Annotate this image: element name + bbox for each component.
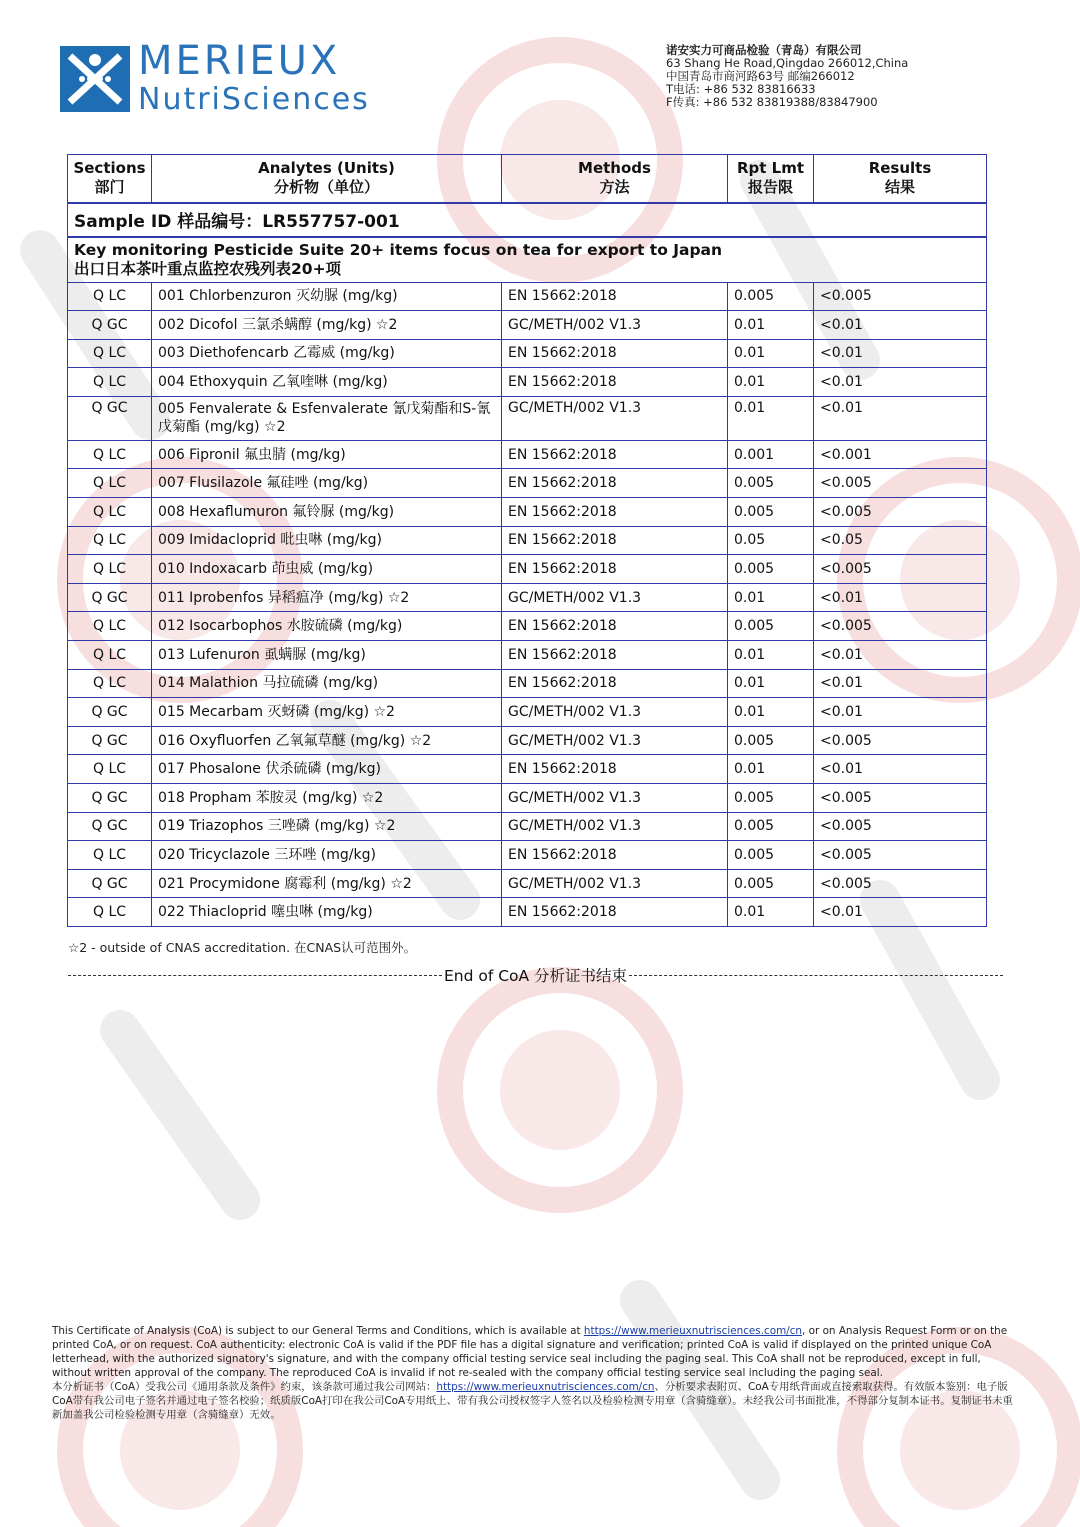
row-method: EN 15662:2018 xyxy=(502,641,728,670)
disclaimer-en-part1: This Certificate of Analysis (CoA) is subject to our General Terms and Conditions, which is available at xyxy=(52,1325,584,1337)
row-method: GC/METH/002 V1.3 xyxy=(502,726,728,755)
table-row xyxy=(68,898,987,927)
row-result: <0.01 xyxy=(814,339,987,368)
row-rpt-lmt: 0.05 xyxy=(728,526,814,555)
row-result: <0.005 xyxy=(814,469,987,498)
row-method: GC/METH/002 V1.3 xyxy=(502,698,728,727)
table-row xyxy=(68,641,987,670)
row-result: <0.005 xyxy=(814,282,987,311)
row-method: GC/METH/002 V1.3 xyxy=(502,311,728,340)
row-rpt-lmt: 0.005 xyxy=(728,469,814,498)
row-rpt-lmt: 0.005 xyxy=(728,612,814,641)
row-section: Q GC xyxy=(68,396,152,440)
results-table xyxy=(67,154,987,927)
row-result: <0.01 xyxy=(814,698,987,727)
row-analyte: 022 Thiacloprid 噻虫啉 (mg/kg) xyxy=(152,898,502,927)
row-section: Q GC xyxy=(68,583,152,612)
row-method: EN 15662:2018 xyxy=(502,339,728,368)
row-section: Q GC xyxy=(68,698,152,727)
row-result: <0.005 xyxy=(814,726,987,755)
row-method: EN 15662:2018 xyxy=(502,526,728,555)
row-section: Q LC xyxy=(68,440,152,469)
row-section: Q LC xyxy=(68,526,152,555)
table-row xyxy=(68,440,987,469)
row-analyte: 012 Isocarbophos 水胺硫磷 (mg/kg) xyxy=(152,612,502,641)
row-result: <0.01 xyxy=(814,755,987,784)
row-result: <0.05 xyxy=(814,526,987,555)
dash-right xyxy=(629,975,1003,976)
header-analytes-cn: 分析物（单位） xyxy=(273,178,379,197)
row-section: Q GC xyxy=(68,812,152,841)
row-rpt-lmt: 0.005 xyxy=(728,726,814,755)
row-rpt-lmt: 0.01 xyxy=(728,755,814,784)
row-rpt-lmt: 0.01 xyxy=(728,669,814,698)
row-analyte: 013 Lufenuron 虱螨脲 (mg/kg) xyxy=(152,641,502,670)
suite-title-row xyxy=(68,237,987,283)
row-result: <0.005 xyxy=(814,555,987,584)
row-rpt-lmt: 0.005 xyxy=(728,282,814,311)
table-row xyxy=(68,784,987,813)
company-address-block xyxy=(666,44,908,109)
row-result: <0.01 xyxy=(814,898,987,927)
row-result: <0.005 xyxy=(814,812,987,841)
table-row xyxy=(68,669,987,698)
terms-link-en[interactable]: https://www.merieuxnutrisciences.com/cn xyxy=(583,1325,803,1337)
header-results-en: Results xyxy=(868,159,932,178)
row-analyte: 008 Hexaflumuron 氟铃脲 (mg/kg) xyxy=(152,498,502,527)
row-result: <0.01 xyxy=(814,396,987,440)
table-row xyxy=(68,726,987,755)
row-rpt-lmt: 0.005 xyxy=(728,498,814,527)
row-analyte: 021 Procymidone 腐霉利 (mg/kg) ☆2 xyxy=(152,869,502,898)
sample-id: Sample ID 样品编号：LR557757-001 xyxy=(68,203,987,237)
row-analyte: 010 Indoxacarb 茚虫威 (mg/kg) xyxy=(152,555,502,584)
row-result: <0.01 xyxy=(814,669,987,698)
table-row xyxy=(68,583,987,612)
terms-link-cn[interactable]: https://www.merieuxnutrisciences.com/cn xyxy=(436,1381,655,1393)
logo-mark-icon xyxy=(60,46,130,112)
table-row xyxy=(68,869,987,898)
row-method: EN 15662:2018 xyxy=(502,368,728,397)
row-analyte: 005 Fenvalerate & Esfenvalerate 氰戊菊酯和S-氰戊菊酯 (mg/kg) ☆2 xyxy=(152,396,502,440)
header-rpt-lmt xyxy=(728,155,814,203)
cnas-note: ☆2 - outside of CNAS accreditation. 在CNAS认可范围外。 xyxy=(68,940,417,955)
row-section: Q LC xyxy=(68,368,152,397)
row-rpt-lmt: 0.01 xyxy=(728,698,814,727)
row-method: EN 15662:2018 xyxy=(502,498,728,527)
row-rpt-lmt: 0.005 xyxy=(728,555,814,584)
header-analytes-en: Analytes (Units) xyxy=(258,159,395,178)
table-row xyxy=(68,841,987,870)
header-methods-en: Methods xyxy=(578,159,651,178)
suite-title-en: Key monitoring Pesticide Suite 20+ items focus on tea for export to Japan xyxy=(74,240,723,259)
row-section: Q LC xyxy=(68,841,152,870)
row-rpt-lmt: 0.005 xyxy=(728,784,814,813)
row-rpt-lmt: 0.01 xyxy=(728,311,814,340)
row-rpt-lmt: 0.01 xyxy=(728,583,814,612)
row-section: Q GC xyxy=(68,726,152,755)
disclaimer-en xyxy=(52,1324,1014,1380)
table-row xyxy=(68,282,987,311)
row-method: EN 15662:2018 xyxy=(502,440,728,469)
row-rpt-lmt: 0.01 xyxy=(728,339,814,368)
row-analyte: 007 Flusilazole 氟硅唑 (mg/kg) xyxy=(152,469,502,498)
row-result: <0.01 xyxy=(814,368,987,397)
row-method: EN 15662:2018 xyxy=(502,898,728,927)
disclaimer xyxy=(52,1324,1014,1422)
row-section: Q GC xyxy=(68,311,152,340)
row-analyte: 002 Dicofol 三氯杀螨醇 (mg/kg) ☆2 xyxy=(152,311,502,340)
address-en: 63 Shang He Road,Qingdao 266012,China xyxy=(666,56,909,70)
row-method: EN 15662:2018 xyxy=(502,669,728,698)
row-section: Q LC xyxy=(68,498,152,527)
table-row xyxy=(68,396,987,440)
row-analyte: 019 Triazophos 三唑磷 (mg/kg) ☆2 xyxy=(152,812,502,841)
row-section: Q LC xyxy=(68,755,152,784)
logo-word-nutrisciences: NutriSciences xyxy=(138,82,370,117)
row-section: Q LC xyxy=(68,641,152,670)
row-method: GC/METH/002 V1.3 xyxy=(502,812,728,841)
row-section: Q LC xyxy=(68,282,152,311)
header-analytes xyxy=(152,155,502,203)
row-result: <0.01 xyxy=(814,583,987,612)
row-result: <0.001 xyxy=(814,440,987,469)
row-section: Q LC xyxy=(68,612,152,641)
sample-id-row xyxy=(68,203,987,237)
row-method: GC/METH/002 V1.3 xyxy=(502,784,728,813)
row-result: <0.005 xyxy=(814,612,987,641)
header-sections xyxy=(68,155,152,203)
disclaimer-cn-part2: 、分析要求表附页、CoA专用纸背面或直接索取获得。有效版本鉴别：电子版CoA带有我公司电子签名并通过电子签名校验；纸质版CoA打印在我公司CoA专用纸上、带有我公司授权签字人签名以及检验检测专用章（含骑缝章）。未经我公司书面批准，不得部分复制本证书。复制证书未重新加盖我公司检验检测专用章（含骑缝章）无效。 xyxy=(52,1381,1013,1421)
row-analyte: 020 Tricyclazole 三环唑 (mg/kg) xyxy=(152,841,502,870)
header-rpt-lmt-cn: 报告限 xyxy=(747,178,793,197)
row-method: EN 15662:2018 xyxy=(502,469,728,498)
row-method: GC/METH/002 V1.3 xyxy=(502,396,728,440)
table-row xyxy=(68,555,987,584)
row-analyte: 014 Malathion 马拉硫磷 (mg/kg) xyxy=(152,669,502,698)
row-rpt-lmt: 0.01 xyxy=(728,898,814,927)
row-method: GC/METH/002 V1.3 xyxy=(502,583,728,612)
disclaimer-cn xyxy=(52,1380,1014,1422)
disclaimer-en-part2: , or on Analysis Request Form or on the printed CoA, or on request. CoA authenticity: electronic CoA is valid if the PDF file has a digital signature and verification; printed CoA is valid if displayed on the printed unique CoA letterhead, with the authorized signatory's signature, and with the company official testing service seal including the paging seal. This CoA shall not be reproduced, except in full, without written approval of the company. The reproduced CoA is invalid if not re-sealed with the company official testing service seal including the paging seal. xyxy=(52,1325,1008,1379)
row-method: EN 15662:2018 xyxy=(502,555,728,584)
row-section: Q GC xyxy=(68,784,152,813)
row-method: EN 15662:2018 xyxy=(502,282,728,311)
row-result: <0.005 xyxy=(814,869,987,898)
disclaimer-cn-part1: 本分析证书（CoA）受我公司《通用条款及条件》约束，该条款可通过我公司网站： xyxy=(52,1381,437,1393)
table-row xyxy=(68,339,987,368)
row-method: EN 15662:2018 xyxy=(502,841,728,870)
row-section: Q LC xyxy=(68,898,152,927)
company-name: 诺安实力可商品检验（青岛）有限公司 xyxy=(666,43,862,57)
table-row xyxy=(68,469,987,498)
phone: T电话: +86 532 83816633 xyxy=(666,82,816,96)
row-analyte: 009 Imidacloprid 吡虫啉 (mg/kg) xyxy=(152,526,502,555)
row-analyte: 018 Propham 苯胺灵 (mg/kg) ☆2 xyxy=(152,784,502,813)
logo-word-merieux: MERIEUX xyxy=(138,38,341,84)
dash-left xyxy=(68,975,442,976)
header-sections-cn: 部门 xyxy=(94,178,125,197)
row-rpt-lmt: 0.01 xyxy=(728,641,814,670)
row-method: EN 15662:2018 xyxy=(502,612,728,641)
row-rpt-lmt: 0.001 xyxy=(728,440,814,469)
row-analyte: 006 Fipronil 氟虫腈 (mg/kg) xyxy=(152,440,502,469)
row-analyte: 001 Chlorbenzuron 灭幼脲 (mg/kg) xyxy=(152,282,502,311)
address-cn: 中国青岛市商河路63号 邮编266012 xyxy=(666,69,855,83)
table-row xyxy=(68,526,987,555)
end-of-coa xyxy=(68,964,1003,986)
row-section: Q LC xyxy=(68,555,152,584)
header-rpt-lmt-en: Rpt Lmt xyxy=(736,159,805,178)
row-result: <0.01 xyxy=(814,641,987,670)
row-rpt-lmt: 0.005 xyxy=(728,841,814,870)
suite-title xyxy=(68,237,987,283)
row-analyte: 003 Diethofencarb 乙霉威 (mg/kg) xyxy=(152,339,502,368)
table-row xyxy=(68,368,987,397)
header-results xyxy=(814,155,987,203)
row-analyte: 016 Oxyfluorfen 乙氧氟草醚 (mg/kg) ☆2 xyxy=(152,726,502,755)
row-result: <0.01 xyxy=(814,311,987,340)
header-methods-cn: 方法 xyxy=(599,178,630,197)
row-section: Q LC xyxy=(68,339,152,368)
table-row xyxy=(68,612,987,641)
row-result: <0.005 xyxy=(814,841,987,870)
row-result: <0.005 xyxy=(814,498,987,527)
suite-title-cn: 出口日本茶叶重点监控农残列表20+项 xyxy=(74,259,342,278)
row-analyte: 015 Mecarbam 灭蚜磷 (mg/kg) ☆2 xyxy=(152,698,502,727)
row-result: <0.005 xyxy=(814,784,987,813)
row-section: Q LC xyxy=(68,669,152,698)
header-sections-en: Sections xyxy=(73,159,146,178)
header-results-cn: 结果 xyxy=(884,178,915,197)
table-row xyxy=(68,755,987,784)
row-analyte: 017 Phosalone 伏杀硫磷 (mg/kg) xyxy=(152,755,502,784)
row-rpt-lmt: 0.005 xyxy=(728,869,814,898)
row-analyte: 004 Ethoxyquin 乙氧喹啉 (mg/kg) xyxy=(152,368,502,397)
row-rpt-lmt: 0.005 xyxy=(728,812,814,841)
table-row xyxy=(68,698,987,727)
row-method: GC/METH/002 V1.3 xyxy=(502,869,728,898)
row-method: EN 15662:2018 xyxy=(502,755,728,784)
row-rpt-lmt: 0.01 xyxy=(728,368,814,397)
table-row xyxy=(68,311,987,340)
row-analyte: 011 Iprobenfos 异稻瘟净 (mg/kg) ☆2 xyxy=(152,583,502,612)
row-rpt-lmt: 0.01 xyxy=(728,396,814,440)
fax: F传真: +86 532 83819388/83847900 xyxy=(666,95,878,109)
header-methods xyxy=(502,155,728,203)
table-row xyxy=(68,498,987,527)
table-row xyxy=(68,812,987,841)
end-of-coa-text: End of CoA 分析证书结束 xyxy=(443,967,628,985)
table-header-row xyxy=(68,155,987,203)
merieux-logo xyxy=(60,38,405,117)
row-section: Q GC xyxy=(68,869,152,898)
row-section: Q LC xyxy=(68,469,152,498)
